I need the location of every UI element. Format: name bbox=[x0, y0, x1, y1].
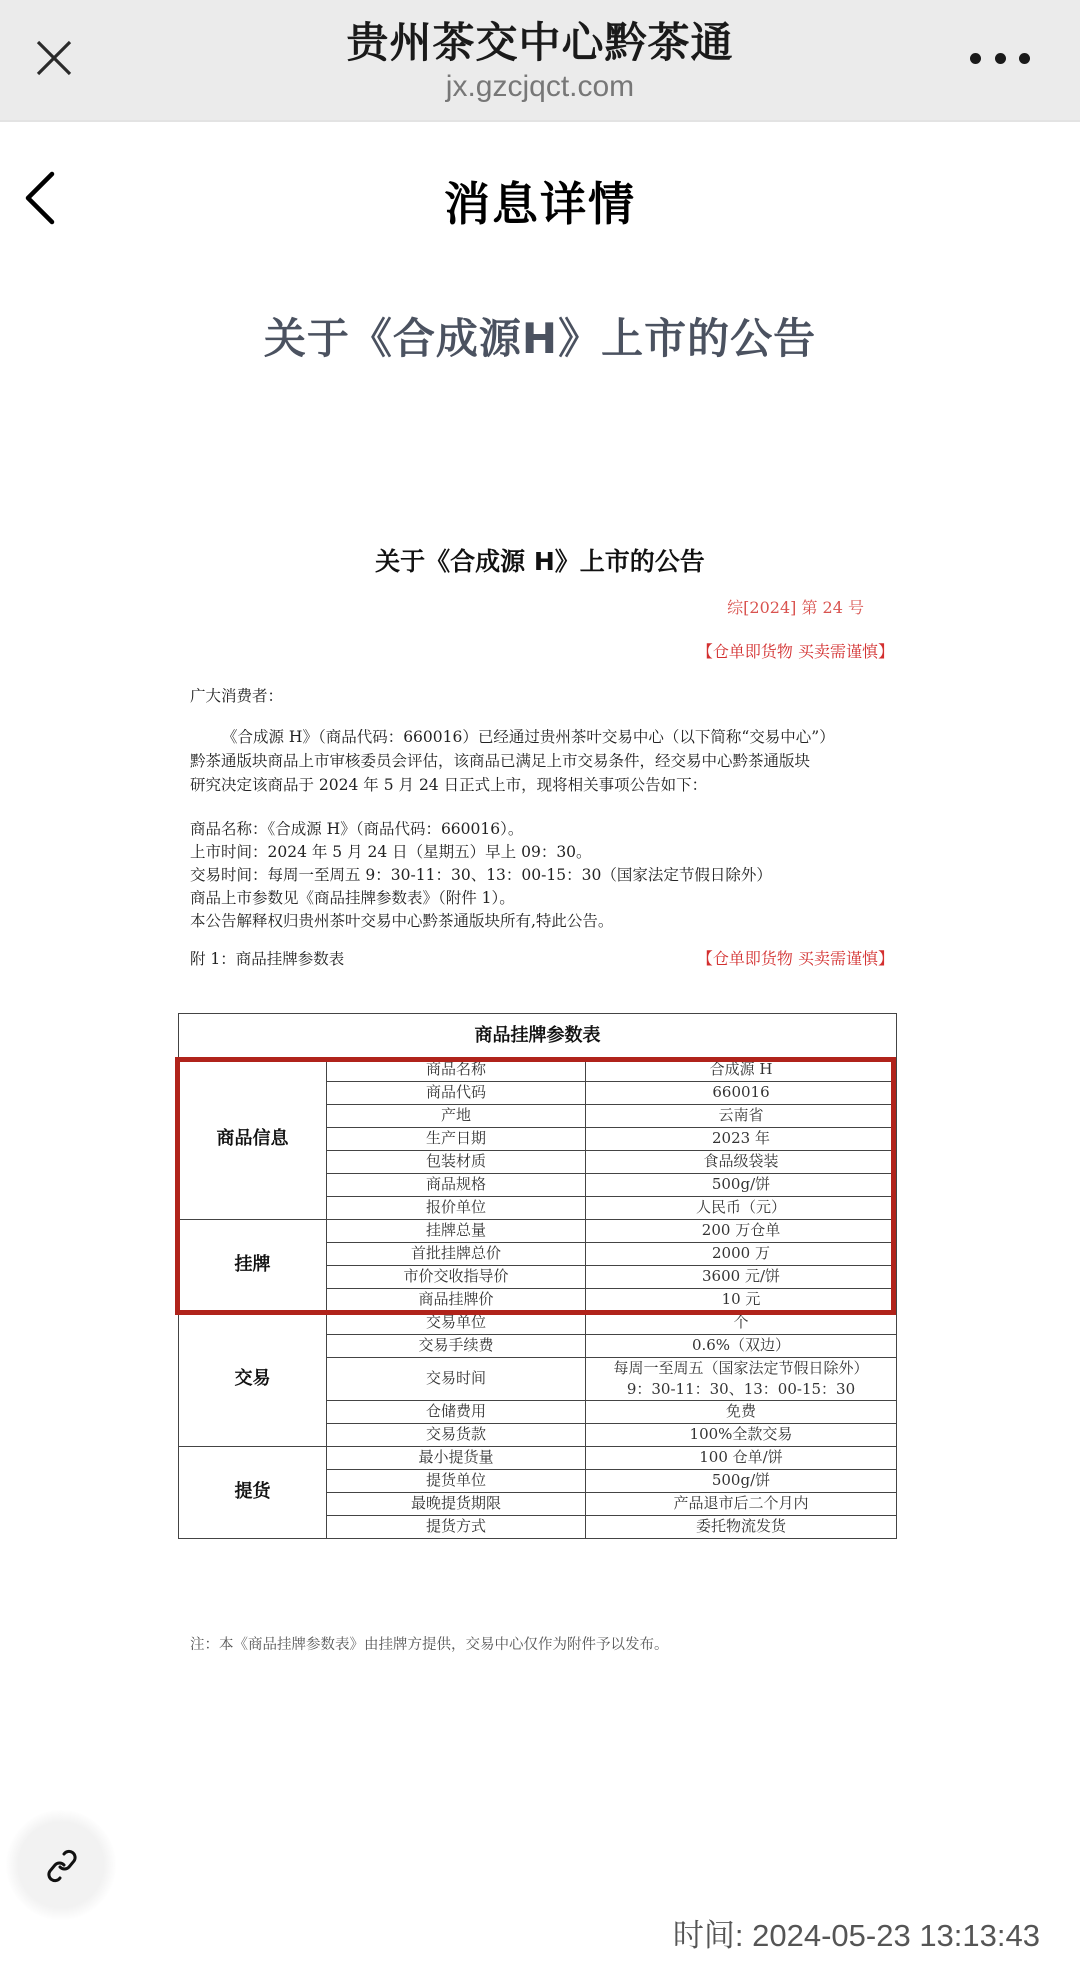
item-line: 商品上市参数见《商品挂牌参数表》（附件 1）。 bbox=[190, 889, 515, 907]
message-timestamp: 时间: 2024-05-23 13:13:43 bbox=[672, 1918, 1040, 1953]
attachment-risk-warning: 【仓单即货物 买卖需谨慎】 bbox=[696, 949, 894, 968]
param-key: 商品挂牌价 bbox=[327, 1289, 586, 1312]
table-row bbox=[179, 1059, 897, 1082]
more-icon-dot bbox=[1019, 53, 1030, 64]
param-value: 660016 bbox=[586, 1082, 897, 1105]
group-label: 交易 bbox=[179, 1312, 327, 1447]
param-value: 云南省 bbox=[586, 1105, 897, 1128]
param-value: 500g/饼 bbox=[586, 1174, 897, 1197]
param-value: 委托物流发货 bbox=[586, 1516, 897, 1539]
param-value bbox=[586, 1358, 897, 1401]
more-icon-dot bbox=[970, 53, 981, 64]
param-value-line: 每周一至周五（国家法定节假日除外） bbox=[613, 1359, 869, 1378]
param-value: 100%全款交易 bbox=[586, 1424, 897, 1447]
param-key: 商品代码 bbox=[327, 1082, 586, 1105]
copy-link-button[interactable] bbox=[6, 1810, 116, 1920]
param-key: 包装材质 bbox=[327, 1151, 586, 1174]
param-value: 人民币（元） bbox=[586, 1197, 897, 1220]
param-value: 免费 bbox=[586, 1401, 897, 1424]
attachment-label: 附 1：商品挂牌参数表 bbox=[190, 950, 345, 968]
document-title: 关于《合成源 H》上市的公告 bbox=[375, 547, 705, 576]
item-line: 上市时间：2024 年 5 月 24 日（星期五）早上 09：30。 bbox=[190, 843, 592, 861]
table-note: 注：本《商品挂牌参数表》由挂牌方提供，交易中心仅作为附件予以发布。 bbox=[190, 1637, 669, 1653]
table-row bbox=[179, 1220, 897, 1243]
param-value: 500g/饼 bbox=[586, 1470, 897, 1493]
item-line: 商品名称：《合成源 H》（商品代码：660016）。 bbox=[190, 820, 524, 838]
page-nav-bar bbox=[0, 124, 1080, 268]
param-key: 最晚提货期限 bbox=[327, 1493, 586, 1516]
param-value: 食品级袋装 bbox=[586, 1151, 897, 1174]
param-value: 2023 年 bbox=[586, 1128, 897, 1151]
param-key: 交易单位 bbox=[327, 1312, 586, 1335]
param-value: 100 仓单/饼 bbox=[586, 1447, 897, 1470]
param-value: 0.6%（双边） bbox=[586, 1335, 897, 1358]
param-value: 200 万仓单 bbox=[586, 1220, 897, 1243]
more-button[interactable] bbox=[970, 40, 1030, 76]
param-key: 最小提货量 bbox=[327, 1447, 586, 1470]
param-value: 产品退市后二个月内 bbox=[586, 1493, 897, 1516]
table-row bbox=[179, 1447, 897, 1470]
param-key: 提货方式 bbox=[327, 1516, 586, 1539]
param-key: 商品名称 bbox=[327, 1059, 586, 1082]
param-value-line: 9：30-11：30、13：00-15：30 bbox=[626, 1379, 856, 1398]
param-key: 报价单位 bbox=[327, 1197, 586, 1220]
param-key: 产地 bbox=[327, 1105, 586, 1128]
salutation: 广大消费者： bbox=[190, 687, 284, 705]
browser-top-bar bbox=[0, 0, 1080, 122]
param-key: 交易货款 bbox=[327, 1424, 586, 1447]
param-value: 2000 万 bbox=[586, 1243, 897, 1266]
param-key: 仓储费用 bbox=[327, 1401, 586, 1424]
document-number: 综[2024] 第 24 号 bbox=[727, 598, 864, 617]
browser-title: 贵州茶交中心黔茶通 bbox=[346, 18, 734, 67]
table-row bbox=[179, 1312, 897, 1335]
param-key: 提货单位 bbox=[327, 1470, 586, 1493]
param-value: 3600 元/饼 bbox=[586, 1266, 897, 1289]
param-key: 挂牌总量 bbox=[327, 1220, 586, 1243]
param-key: 商品规格 bbox=[327, 1174, 586, 1197]
param-value: 合成源 H bbox=[586, 1059, 897, 1082]
group-label: 提货 bbox=[179, 1447, 327, 1539]
more-icon-dot bbox=[995, 53, 1006, 64]
item-line: 交易时间：每周一至周五 9：30-11：30、13：00-15：30（国家法定节假日除外） bbox=[190, 866, 772, 884]
param-key: 交易时间 bbox=[327, 1358, 586, 1401]
param-key: 生产日期 bbox=[327, 1128, 586, 1151]
intro-line: 黔茶通版块商品上市审核委员会评估，该商品已满足上市交易条件，经交易中心黔茶通版块 bbox=[190, 752, 811, 770]
listing-parameter-table bbox=[178, 1013, 897, 1539]
param-value: 10 元 bbox=[586, 1289, 897, 1312]
link-icon bbox=[42, 1846, 82, 1886]
param-value: 个 bbox=[586, 1312, 897, 1335]
intro-line: 《合成源 H》（商品代码：660016）已经通过贵州茶叶交易中心（以下简称“交易中心”） bbox=[222, 728, 835, 746]
group-label: 商品信息 bbox=[179, 1059, 327, 1220]
item-line: 本公告解释权归贵州茶叶交易中心黔茶通版块所有,特此公告。 bbox=[190, 912, 614, 930]
param-key: 首批挂牌总价 bbox=[327, 1243, 586, 1266]
browser-url: jx.gzcjqct.com bbox=[445, 70, 635, 103]
message-headline: 关于《合成源H》上市的公告 bbox=[263, 314, 817, 363]
risk-warning: 【仓单即货物 买卖需谨慎】 bbox=[696, 642, 894, 661]
table-title: 商品挂牌参数表 bbox=[179, 1014, 897, 1059]
group-label: 挂牌 bbox=[179, 1220, 327, 1312]
param-key: 交易手续费 bbox=[327, 1335, 586, 1358]
page-title: 消息详情 bbox=[444, 177, 636, 231]
param-key: 市价交收指导价 bbox=[327, 1266, 586, 1289]
intro-line: 研究决定该商品于 2024 年 5 月 24 日正式上市，现将相关事项公告如下： bbox=[190, 776, 708, 794]
